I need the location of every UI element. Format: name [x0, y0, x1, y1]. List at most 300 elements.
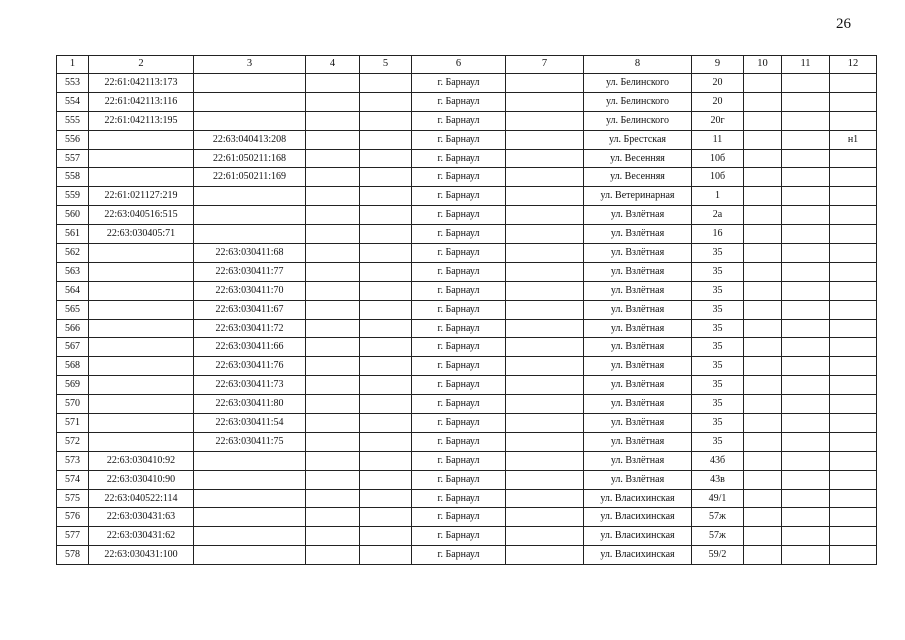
table-cell-col-2	[89, 149, 194, 168]
table-cell-col-12	[830, 527, 877, 546]
table-cell-col-7	[506, 187, 584, 206]
table-cell-col-11	[782, 130, 830, 149]
table-cell-col-7	[506, 244, 584, 263]
table-row	[57, 414, 877, 433]
table-cell-col-4	[306, 319, 360, 338]
table-cell-col-5	[360, 489, 412, 508]
table-cell-col-8: ул. Белинского	[584, 111, 692, 130]
table-row	[57, 111, 877, 130]
table-row	[57, 300, 877, 319]
table-cell-col-12	[830, 546, 877, 565]
table-cell-col-5	[360, 319, 412, 338]
table-cell-col-9: 57ж	[692, 527, 744, 546]
table-cell-col-12	[830, 508, 877, 527]
table-cell-col-1: 569	[57, 376, 89, 395]
table-cell-col-10	[744, 130, 782, 149]
table-cell-col-2: 22:61:042113:195	[89, 111, 194, 130]
table-cell-col-8: ул. Белинского	[584, 92, 692, 111]
table-cell-col-5	[360, 130, 412, 149]
table-cell-col-6: г. Барнаул	[412, 206, 506, 225]
table-cell-col-4	[306, 300, 360, 319]
table-row	[57, 527, 877, 546]
table-cell-col-1: 555	[57, 111, 89, 130]
table-cell-col-5	[360, 414, 412, 433]
table-cell-col-7	[506, 149, 584, 168]
table-cell-col-1: 567	[57, 338, 89, 357]
table-cell-col-10	[744, 74, 782, 93]
table-cell-col-2: 22:61:042113:116	[89, 92, 194, 111]
table-cell-col-6: г. Барнаул	[412, 111, 506, 130]
table-cell-col-5	[360, 357, 412, 376]
table-cell-col-5	[360, 376, 412, 395]
table-cell-col-11	[782, 357, 830, 376]
table-cell-col-8: ул. Взлётная	[584, 395, 692, 414]
table-cell-col-9: 35	[692, 281, 744, 300]
table-cell-col-7	[506, 111, 584, 130]
table-cell-col-12	[830, 281, 877, 300]
table-cell-col-5	[360, 187, 412, 206]
table-cell-col-11	[782, 338, 830, 357]
table-row	[57, 244, 877, 263]
table-cell-col-12: н1	[830, 130, 877, 149]
table-cell-col-3: 22:63:030411:73	[194, 376, 306, 395]
table-cell-col-6: г. Барнаул	[412, 130, 506, 149]
table-cell-col-9: 59/2	[692, 546, 744, 565]
table-cell-col-12	[830, 187, 877, 206]
table-cell-col-6: г. Барнаул	[412, 74, 506, 93]
table-cell-col-1: 564	[57, 281, 89, 300]
table-cell-col-4	[306, 74, 360, 93]
table-cell-col-6: г. Барнаул	[412, 92, 506, 111]
table-cell-col-12	[830, 489, 877, 508]
table-cell-col-1: 560	[57, 206, 89, 225]
table-cell-col-7	[506, 546, 584, 565]
table-cell-col-4	[306, 451, 360, 470]
table-cell-col-10	[744, 225, 782, 244]
table-cell-col-5	[360, 338, 412, 357]
table-cell-col-11	[782, 395, 830, 414]
table-cell-col-12	[830, 225, 877, 244]
table-cell-col-4	[306, 489, 360, 508]
column-header-10: 10	[744, 56, 782, 74]
table-cell-col-3	[194, 527, 306, 546]
table-cell-col-1: 559	[57, 187, 89, 206]
table-cell-col-2	[89, 376, 194, 395]
table-cell-col-3: 22:63:030411:77	[194, 262, 306, 281]
table-cell-col-2	[89, 300, 194, 319]
table-row	[57, 376, 877, 395]
table-cell-col-2	[89, 130, 194, 149]
table-cell-col-6: г. Барнаул	[412, 168, 506, 187]
table-cell-col-12	[830, 74, 877, 93]
table-cell-col-5	[360, 206, 412, 225]
table-cell-col-12	[830, 206, 877, 225]
table-cell-col-11	[782, 281, 830, 300]
table-cell-col-10	[744, 92, 782, 111]
table-cell-col-6: г. Барнаул	[412, 470, 506, 489]
table-row	[57, 319, 877, 338]
table-cell-col-10	[744, 300, 782, 319]
table-row	[57, 508, 877, 527]
table-cell-col-8: ул. Взлётная	[584, 432, 692, 451]
table-cell-col-3	[194, 74, 306, 93]
table-cell-col-4	[306, 432, 360, 451]
table-row	[57, 451, 877, 470]
table-cell-col-9: 2а	[692, 206, 744, 225]
table-cell-col-1: 570	[57, 395, 89, 414]
table-row	[57, 92, 877, 111]
table-cell-col-8: ул. Взлётная	[584, 319, 692, 338]
table-cell-col-9: 43в	[692, 470, 744, 489]
table-cell-col-11	[782, 319, 830, 338]
table-cell-col-12	[830, 244, 877, 263]
table-row	[57, 225, 877, 244]
table-cell-col-2: 22:63:030431:62	[89, 527, 194, 546]
table-cell-col-8: ул. Взлётная	[584, 451, 692, 470]
table-cell-col-12	[830, 338, 877, 357]
table-cell-col-3: 22:63:030411:70	[194, 281, 306, 300]
table-cell-col-6: г. Барнаул	[412, 300, 506, 319]
table-cell-col-8: ул. Взлётная	[584, 470, 692, 489]
table-cell-col-2	[89, 357, 194, 376]
table-cell-col-9: 20г	[692, 111, 744, 130]
table-cell-col-9: 35	[692, 432, 744, 451]
table-cell-col-5	[360, 111, 412, 130]
table-cell-col-3: 22:63:040413:208	[194, 130, 306, 149]
table-cell-col-11	[782, 432, 830, 451]
table-cell-col-12	[830, 414, 877, 433]
table-cell-col-10	[744, 319, 782, 338]
table-cell-col-7	[506, 300, 584, 319]
table-row	[57, 432, 877, 451]
table-cell-col-6: г. Барнаул	[412, 451, 506, 470]
table-cell-col-4	[306, 357, 360, 376]
table-cell-col-8: ул. Власихинская	[584, 508, 692, 527]
table-cell-col-9: 35	[692, 414, 744, 433]
table-cell-col-8: ул. Взлётная	[584, 300, 692, 319]
column-header-9: 9	[692, 56, 744, 74]
table-cell-col-10	[744, 281, 782, 300]
table-cell-col-8: ул. Весенняя	[584, 168, 692, 187]
table-cell-col-10	[744, 244, 782, 263]
table-cell-col-12	[830, 111, 877, 130]
table-cell-col-6: г. Барнаул	[412, 187, 506, 206]
table-cell-col-10	[744, 262, 782, 281]
table-cell-col-3: 22:63:030411:72	[194, 319, 306, 338]
table-cell-col-11	[782, 546, 830, 565]
table-cell-col-8: ул. Власихинская	[584, 489, 692, 508]
table-cell-col-2: 22:63:030410:90	[89, 470, 194, 489]
table-cell-col-1: 565	[57, 300, 89, 319]
table-cell-col-5	[360, 225, 412, 244]
table-row	[57, 206, 877, 225]
table-cell-col-4	[306, 187, 360, 206]
table-cell-col-12	[830, 300, 877, 319]
table-cell-col-9: 35	[692, 300, 744, 319]
table-row	[57, 489, 877, 508]
table-cell-col-8: ул. Взлётная	[584, 244, 692, 263]
table-cell-col-9: 35	[692, 338, 744, 357]
column-header-7: 7	[506, 56, 584, 74]
table-cell-col-6: г. Барнаул	[412, 244, 506, 263]
table-cell-col-12	[830, 451, 877, 470]
table-cell-col-4	[306, 168, 360, 187]
table-cell-col-6: г. Барнаул	[412, 281, 506, 300]
table-row	[57, 130, 877, 149]
table-cell-col-2	[89, 319, 194, 338]
column-header-5: 5	[360, 56, 412, 74]
table-cell-col-5	[360, 432, 412, 451]
table-cell-col-4	[306, 546, 360, 565]
table-cell-col-9: 43б	[692, 451, 744, 470]
table-cell-col-11	[782, 111, 830, 130]
table-cell-col-10	[744, 111, 782, 130]
table-cell-col-1: 572	[57, 432, 89, 451]
table-cell-col-5	[360, 546, 412, 565]
table-cell-col-11	[782, 508, 830, 527]
table-cell-col-2: 22:61:042113:173	[89, 74, 194, 93]
table-cell-col-3	[194, 489, 306, 508]
table-cell-col-11	[782, 451, 830, 470]
table-row	[57, 149, 877, 168]
table-cell-col-4	[306, 111, 360, 130]
table-cell-col-11	[782, 74, 830, 93]
table-cell-col-6: г. Барнаул	[412, 338, 506, 357]
table-cell-col-2: 22:63:030431:100	[89, 546, 194, 565]
table-cell-col-1: 558	[57, 168, 89, 187]
table-cell-col-6: г. Барнаул	[412, 508, 506, 527]
table-cell-col-2	[89, 338, 194, 357]
table-cell-col-3: 22:63:030411:76	[194, 357, 306, 376]
registry-table	[56, 55, 877, 565]
table-cell-col-1: 566	[57, 319, 89, 338]
table-cell-col-6: г. Барнаул	[412, 262, 506, 281]
table-cell-col-5	[360, 244, 412, 263]
table-cell-col-11	[782, 414, 830, 433]
table-row	[57, 395, 877, 414]
table-cell-col-10	[744, 432, 782, 451]
table-cell-col-7	[506, 168, 584, 187]
table-cell-col-3	[194, 225, 306, 244]
table-cell-col-7	[506, 376, 584, 395]
table-cell-col-7	[506, 451, 584, 470]
table-row	[57, 187, 877, 206]
table-cell-col-5	[360, 395, 412, 414]
table-cell-col-4	[306, 395, 360, 414]
table-cell-col-3: 22:63:030411:66	[194, 338, 306, 357]
table-cell-col-8: ул. Взлётная	[584, 357, 692, 376]
table-cell-col-1: 563	[57, 262, 89, 281]
table-cell-col-7	[506, 489, 584, 508]
table-cell-col-5	[360, 451, 412, 470]
table-cell-col-9: 20	[692, 92, 744, 111]
table-cell-col-10	[744, 168, 782, 187]
table-cell-col-10	[744, 338, 782, 357]
table-cell-col-3: 22:61:050211:169	[194, 168, 306, 187]
table-cell-col-10	[744, 376, 782, 395]
column-header-1: 1	[57, 56, 89, 74]
table-cell-col-9: 11	[692, 130, 744, 149]
table-cell-col-9: 35	[692, 319, 744, 338]
table-cell-col-9: 35	[692, 376, 744, 395]
table-cell-col-4	[306, 338, 360, 357]
table-cell-col-8: ул. Ветеринарная	[584, 187, 692, 206]
table-cell-col-1: 556	[57, 130, 89, 149]
table-cell-col-12	[830, 168, 877, 187]
table-cell-col-5	[360, 508, 412, 527]
table-cell-col-6: г. Барнаул	[412, 319, 506, 338]
table-cell-col-2	[89, 262, 194, 281]
table-cell-col-2	[89, 414, 194, 433]
table-cell-col-10	[744, 489, 782, 508]
table-cell-col-5	[360, 74, 412, 93]
table-cell-col-5	[360, 168, 412, 187]
table-cell-col-12	[830, 262, 877, 281]
table-cell-col-3: 22:63:030411:67	[194, 300, 306, 319]
table-cell-col-6: г. Барнаул	[412, 432, 506, 451]
table-cell-col-4	[306, 206, 360, 225]
table-cell-col-1: 575	[57, 489, 89, 508]
table-row	[57, 338, 877, 357]
table-cell-col-9: 10б	[692, 168, 744, 187]
table-cell-col-10	[744, 527, 782, 546]
table-cell-col-9: 35	[692, 395, 744, 414]
table-cell-col-5	[360, 262, 412, 281]
table-cell-col-3	[194, 206, 306, 225]
table-cell-col-1: 574	[57, 470, 89, 489]
table-cell-col-3	[194, 470, 306, 489]
table-cell-col-7	[506, 432, 584, 451]
table-row	[57, 546, 877, 565]
table-cell-col-3	[194, 546, 306, 565]
table-cell-col-2: 22:63:040522:114	[89, 489, 194, 508]
table-cell-col-6: г. Барнаул	[412, 149, 506, 168]
table-cell-col-9: 35	[692, 244, 744, 263]
table-cell-col-8: ул. Взлётная	[584, 414, 692, 433]
table-cell-col-4	[306, 376, 360, 395]
table-cell-col-2	[89, 432, 194, 451]
table-cell-col-12	[830, 357, 877, 376]
table-cell-col-11	[782, 225, 830, 244]
table-cell-col-10	[744, 395, 782, 414]
table-cell-col-9: 16	[692, 225, 744, 244]
table-cell-col-5	[360, 149, 412, 168]
table-cell-col-12	[830, 319, 877, 338]
table-cell-col-6: г. Барнаул	[412, 489, 506, 508]
table-cell-col-5	[360, 300, 412, 319]
table-cell-col-8: ул. Весенняя	[584, 149, 692, 168]
table-cell-col-7	[506, 508, 584, 527]
table-cell-col-7	[506, 281, 584, 300]
table-cell-col-4	[306, 130, 360, 149]
table-cell-col-11	[782, 187, 830, 206]
table-row	[57, 281, 877, 300]
table-cell-col-2: 22:63:040516:515	[89, 206, 194, 225]
table-cell-col-8: ул. Взлётная	[584, 206, 692, 225]
table-cell-col-10	[744, 546, 782, 565]
table-row	[57, 262, 877, 281]
table-cell-col-10	[744, 206, 782, 225]
table-cell-col-5	[360, 92, 412, 111]
table-cell-col-1: 557	[57, 149, 89, 168]
table-cell-col-10	[744, 470, 782, 489]
table-cell-col-6: г. Барнаул	[412, 357, 506, 376]
table-cell-col-4	[306, 527, 360, 546]
table-cell-col-8: ул. Взлётная	[584, 338, 692, 357]
table-cell-col-2: 22:63:030405:71	[89, 225, 194, 244]
table-cell-col-4	[306, 225, 360, 244]
table-cell-col-1: 553	[57, 74, 89, 93]
table-cell-col-6: г. Барнаул	[412, 527, 506, 546]
table-cell-col-12	[830, 470, 877, 489]
table-cell-col-7	[506, 92, 584, 111]
table-cell-col-12	[830, 395, 877, 414]
table-cell-col-11	[782, 470, 830, 489]
table-cell-col-5	[360, 281, 412, 300]
table-cell-col-11	[782, 206, 830, 225]
table-cell-col-4	[306, 470, 360, 489]
table-cell-col-8: ул. Взлётная	[584, 225, 692, 244]
table-cell-col-1: 576	[57, 508, 89, 527]
table-cell-col-3: 22:63:030411:54	[194, 414, 306, 433]
table-cell-col-10	[744, 414, 782, 433]
table-cell-col-8: ул. Власихинская	[584, 527, 692, 546]
table-cell-col-3	[194, 187, 306, 206]
table-cell-col-11	[782, 168, 830, 187]
table-cell-col-10	[744, 149, 782, 168]
table-cell-col-11	[782, 300, 830, 319]
table-cell-col-4	[306, 508, 360, 527]
header-row	[57, 56, 877, 74]
table-cell-col-7	[506, 527, 584, 546]
table-cell-col-11	[782, 92, 830, 111]
table-cell-col-5	[360, 470, 412, 489]
table-cell-col-2: 22:61:021127:219	[89, 187, 194, 206]
table-cell-col-9: 10б	[692, 149, 744, 168]
table-cell-col-12	[830, 432, 877, 451]
table-cell-col-3: 22:61:050211:168	[194, 149, 306, 168]
column-header-4: 4	[306, 56, 360, 74]
table-cell-col-12	[830, 376, 877, 395]
table-cell-col-9: 57ж	[692, 508, 744, 527]
column-header-8: 8	[584, 56, 692, 74]
table-cell-col-8: ул. Взлётная	[584, 281, 692, 300]
table-cell-col-7	[506, 262, 584, 281]
table-cell-col-3	[194, 451, 306, 470]
table-cell-col-12	[830, 92, 877, 111]
table-cell-col-11	[782, 527, 830, 546]
table-row	[57, 357, 877, 376]
table-cell-col-7	[506, 470, 584, 489]
table-cell-col-10	[744, 451, 782, 470]
table-cell-col-1: 562	[57, 244, 89, 263]
table-cell-col-7	[506, 319, 584, 338]
table-cell-col-7	[506, 395, 584, 414]
table-cell-col-11	[782, 489, 830, 508]
table-cell-col-7	[506, 74, 584, 93]
table-cell-col-10	[744, 357, 782, 376]
table-cell-col-6: г. Барнаул	[412, 395, 506, 414]
table-cell-col-2	[89, 244, 194, 263]
table-cell-col-4	[306, 262, 360, 281]
page-number: 26	[836, 16, 851, 32]
table-cell-col-4	[306, 149, 360, 168]
table-cell-col-7	[506, 130, 584, 149]
table-row	[57, 74, 877, 93]
table-cell-col-4	[306, 414, 360, 433]
table-cell-col-7	[506, 414, 584, 433]
table-cell-col-9: 20	[692, 74, 744, 93]
